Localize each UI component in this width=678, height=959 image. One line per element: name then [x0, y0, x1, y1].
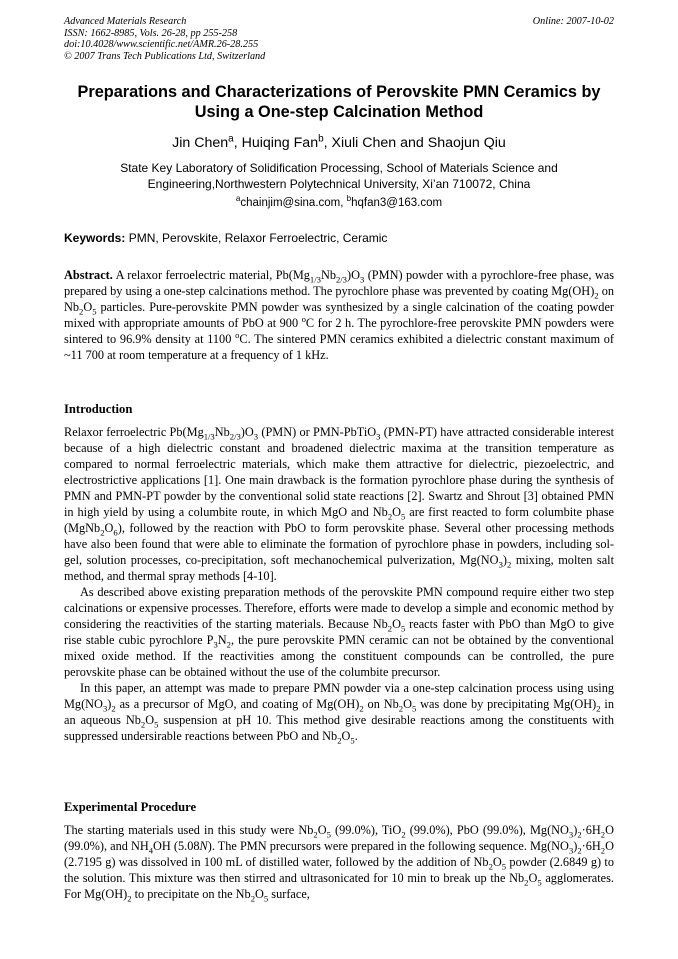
subscript: 5 [263, 893, 269, 904]
exp-text: O [255, 887, 264, 901]
affiliation-line-1: State Key Laboratory of Solidification Processing, School of Materials Science and [120, 161, 558, 175]
subscript: 2/3 [229, 431, 241, 442]
subscript: 5 [92, 306, 97, 317]
intro-text: suspension at pH 10. This method give desirable reactions among the constituents with suppressed undersirable reactions between PbO and Nb [64, 713, 614, 743]
abstract [64, 267, 614, 363]
intro-text: In this paper, an attempt was made to prepare PMN powder via a one-step calcination process using using Mg(NO [64, 681, 614, 711]
abstract-text: A relaxor ferroelectric material, Pb(Mg [115, 268, 310, 282]
issn-line: ISSN: 1662-8985, Vols. 26-28, pp 255-258 [64, 27, 238, 39]
abstract-text: Nb [320, 268, 336, 282]
subscript: 2 [577, 829, 582, 840]
subscript: 3 [102, 703, 108, 714]
section-heading-introduction: Introduction [64, 402, 133, 416]
subscript: 2 [488, 861, 493, 872]
intro-text: on Nb [363, 697, 399, 711]
subscript: 2/3 [335, 274, 347, 285]
abstract-label: Abstract. [64, 268, 113, 282]
subscript: 5 [350, 735, 355, 746]
subscript: 2 [337, 735, 342, 746]
exp-text: ) [573, 839, 578, 853]
intro-text: O [403, 697, 412, 711]
email-b-mark: b [346, 194, 352, 204]
intro-text: O [145, 713, 155, 727]
subscript: 2 [600, 829, 606, 840]
abstract-text: O [83, 300, 93, 314]
subscript: 4 [148, 845, 154, 856]
subscript: 5 [154, 719, 159, 730]
title-line-1: Preparations and Characterizations of Perovskite PMN Ceramics by [77, 83, 601, 101]
intro-text: )O [240, 425, 254, 439]
intro-text: in an aqueous Nb [64, 697, 615, 727]
subscript: 6 [113, 527, 118, 538]
exp-text: powder (2.6849 g) to the solution. This mixture was then stirred and ultrasonicated for 10 min to break up the Nb [64, 855, 614, 885]
exp-text: OH (5.08 [153, 839, 200, 853]
exp-paragraph-1 [64, 822, 614, 902]
introduction-section [64, 424, 614, 744]
intro-text: O [341, 729, 351, 743]
superscript: o [301, 313, 306, 324]
affiliation-line-2: Engineering,Northwestern Polytechnical University, Xi’an 710072, China [147, 177, 531, 192]
exp-text: ). The PMN precursors were prepared in the following sequence. Mg(NO [207, 839, 569, 853]
subscript: 2 [594, 290, 599, 301]
subscript: 5 [411, 703, 417, 714]
subscript: 3 [213, 639, 218, 650]
exp-text: The starting materials used in this study were Nb [64, 823, 314, 837]
exp-text: O (99.0%), and NH [64, 823, 614, 853]
author-1: Jin Chen [172, 135, 229, 151]
subscript: 1/3 [203, 431, 215, 442]
intro-text: ), followed by the reaction with PbO to form perovskite phase. Several other processing methods have also been found that were able to eliminate the formation of pyrochlore phase in powders, including sol-gel, solution processes, co-precipitation, soft mechanochemical pulverization, Mg(NO [64, 521, 614, 567]
keywords [64, 231, 614, 246]
subscript: 2 [387, 623, 393, 634]
intro-text: (PMN) or PMN-PbTiO [258, 425, 377, 439]
subscript: 2 [596, 703, 601, 714]
author-2: Huiqing Fan [241, 135, 319, 151]
subscript: 2 [111, 703, 116, 714]
email-b[interactable]: hqfan3@163.com [351, 197, 443, 209]
subscript: 5 [537, 877, 542, 888]
subscript: 2 [524, 877, 529, 888]
experimental-section [64, 822, 614, 902]
subscript: 2 [100, 527, 105, 538]
intro-text: Relaxor ferroelectric Pb(Mg [64, 425, 204, 439]
subscript: 1/3 [309, 274, 321, 285]
abstract-text: on Nb [64, 284, 614, 314]
intro-text: As described above existing preparation methods of the perovskite PMN compound require either two step calcinations or expensive processes. Therefore, efforts were made to develop a simple and economic method by considering the reactivities of the starting materials. Because Nb [64, 585, 614, 631]
abstract-text: C. The sintered PMN ceramics exhibited a dielectric constant maximum of ~11 700 at room temperature at a frequency of 1 kHz. [64, 332, 615, 362]
subscript: 2 [401, 829, 406, 840]
section-heading-experimental: Experimental Procedure [64, 800, 197, 814]
email-a-mark: a [235, 194, 241, 204]
intro-paragraph-1 [64, 424, 614, 584]
exp-text: O [317, 823, 327, 837]
abstract-text: C for 2 h. The pyrochlore-free perovskite PMN powders were sintered to 96.9% density at 1100 [64, 316, 614, 346]
doi-line: doi:10.4028/www.scientific.net/AMR.26-28.255 [64, 39, 259, 51]
intro-text: mixing, molten salt method, and thermal spray methods [4-10]. [64, 553, 614, 583]
intro-text: O [392, 617, 401, 631]
exp-text: to precipitate on the Nb [131, 887, 251, 901]
intro-text: N [217, 633, 227, 647]
online-date: Online: 2007-10-02 [532, 16, 614, 27]
abstract-text: (PMN) powder with a pyrochlore-free phase, was prepared by using a one-step calcinations method. The pyrochlore phase was prevented by coating Mg(OH) [64, 268, 614, 298]
subscript: 3 [359, 274, 365, 285]
paper-title [40, 82, 638, 122]
exp-text: ·6H [581, 823, 601, 837]
abstract-text: )O [346, 268, 360, 282]
keywords-text: PMN, Perovskite, Relaxor Ferroelectric, Ceramic [128, 231, 388, 245]
exp-text: O (2.7195 g) was dissolved in 100 mL of distilled water, followed by the addition of Nb [64, 839, 614, 869]
intro-text: are first reacted to form columbite phase (MgNb [64, 505, 614, 535]
subscript: 2 [398, 703, 404, 714]
subscript: 2 [577, 845, 582, 856]
affiliation [60, 160, 618, 193]
subscript: 3 [498, 559, 503, 570]
intro-text: ) [502, 553, 507, 567]
intro-text: ) [107, 697, 112, 711]
abstract-text: particles. Pure-perovskite PMN powder was synthesized by a single calcination of the coating powder mixed with appropriate amounts of PbO at 900 [64, 300, 614, 330]
subscript: 2 [359, 703, 364, 714]
journal-header [64, 16, 614, 62]
exp-text: ) [573, 823, 578, 837]
journal-name: Advanced Materials Research [64, 16, 187, 27]
subscript: 5 [400, 623, 406, 634]
subscript: 2 [313, 829, 318, 840]
intro-text: (PMN-PT) have attracted considerable interest because of a high dielectric constant and broadened dielectric maxima at the transition temperature as compared to normal ferroelectric materials, which make them attractive for dielectric, piezoelectric, and electrostrictive applications [1]. One main drawback is the formation pyrochlore phase during the synthesis of PMN and PMN-PT powder by the conventional solid state reactions [2]. Swartz and Shrout [3] obtained PMN in high yield by using a columbite route, in which MgO and Nb [64, 425, 615, 519]
email-a[interactable]: chainjim@sina.com [240, 197, 341, 209]
exp-text: O [528, 871, 538, 885]
intro-text: Nb [214, 425, 230, 439]
subscript: 2 [250, 893, 256, 904]
subscript: 5 [501, 861, 507, 872]
exp-text: surface, [268, 887, 310, 901]
subscript: 2 [127, 893, 132, 904]
intro-text: as a precursor of MgO, and coating of Mg(OH) [115, 697, 360, 711]
keywords-label: Keywords: [64, 231, 126, 245]
subscript: 2 [600, 845, 606, 856]
subscript: 3 [376, 431, 381, 442]
exp-text: O [492, 855, 502, 869]
subscript: 5 [326, 829, 331, 840]
author-2-mark: b [318, 133, 324, 145]
intro-text: reacts faster with PbO than MgO to give rise stable cubic pyrochlore P [64, 617, 614, 647]
exp-text: (99.0%), PbO (99.0%), Mg(NO [405, 823, 569, 837]
abstract-paragraph [64, 267, 614, 363]
subscript: 2 [387, 511, 393, 522]
intro-text: was done by precipitating Mg(OH) [416, 697, 597, 711]
intro-text: , the pure perovskite PMN ceramic can not be obtained by the conventional mixed oxide method. If the reactivities among the constituent compounds can be controlled, the pure perovskite phase can be obtained without the use of the columbite precursor. [64, 633, 615, 679]
author-emails: $^a$chainjim@sina.com, $^b$hqfan3@163.com [235, 194, 443, 209]
intro-text: O [392, 505, 402, 519]
intro-paragraph-3 [64, 680, 614, 744]
author-list: Jin Chen$^a$, Huiqing Fan$^b$, Xiuli Chen and Shaojun Qiu [172, 133, 506, 151]
intro-text: . [354, 729, 358, 743]
intro-text: O [104, 521, 114, 535]
normality-unit: N [199, 839, 208, 853]
subscript: 2 [140, 719, 146, 730]
subscript: 5 [401, 511, 406, 522]
intro-paragraph-2 [64, 584, 614, 680]
superscript: o [235, 329, 240, 340]
author-1-mark: a [228, 133, 234, 145]
other-authors: Xiuli Chen and Shaojun Qiu [331, 135, 506, 151]
subscript: 3 [253, 431, 259, 442]
copyright-line: © 2007 Trans Tech Publications Ltd, Switzerland [64, 50, 266, 62]
exp-text: agglomerates. For Mg(OH) [64, 871, 614, 901]
exp-text: ·6H [581, 839, 601, 853]
subscript: 3 [568, 829, 574, 840]
title-line-2: Using a One-step Calcination Method [194, 103, 484, 121]
subscript: 2 [506, 559, 512, 570]
subscript: 3 [568, 845, 574, 856]
subscript: 2 [226, 639, 231, 650]
subscript: 2 [79, 306, 84, 317]
exp-text: (99.0%), TiO [330, 823, 402, 837]
